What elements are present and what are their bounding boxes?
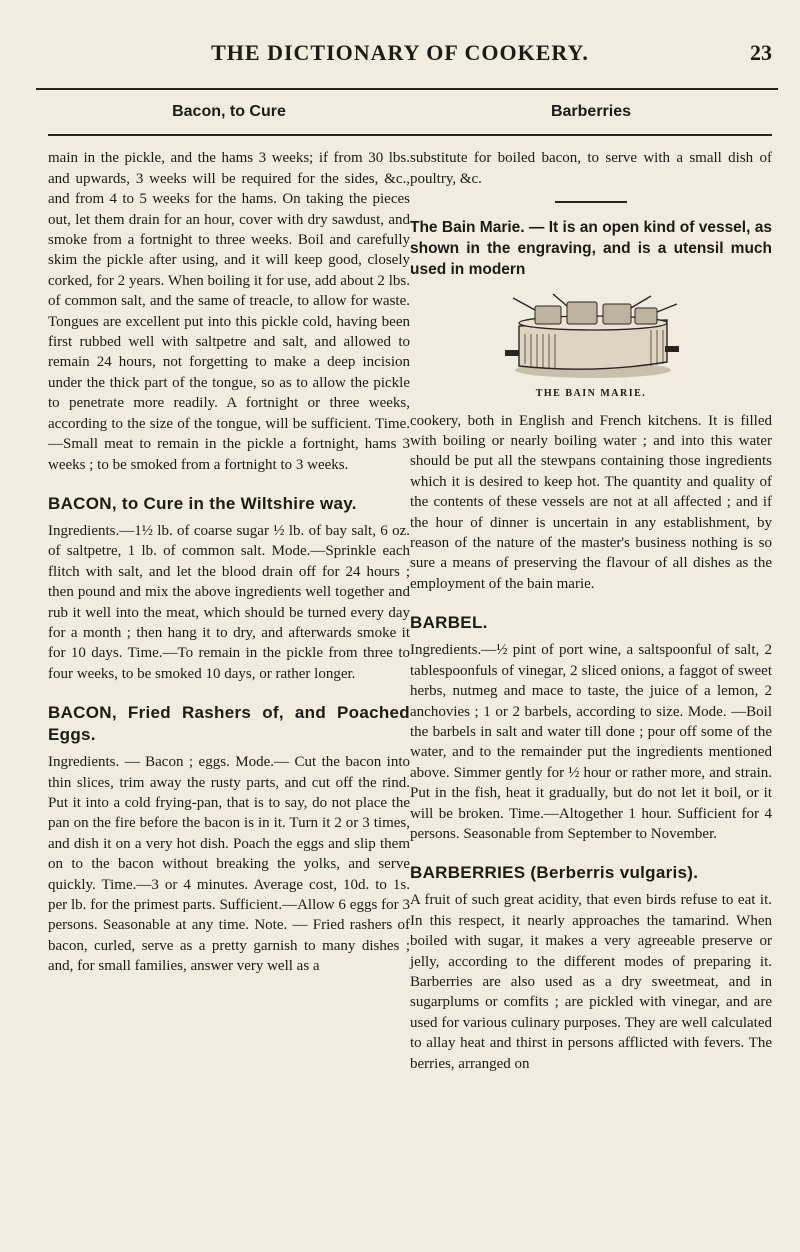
left-running-head: Bacon, to Cure xyxy=(172,103,286,120)
section-divider xyxy=(555,201,627,203)
figure-caption: THE BAIN MARIE. xyxy=(535,388,647,400)
bain-marie-heading: The Bain Marie. — It is an open kind of vessel, as shown in the engraving, and is a utensil much used in modern xyxy=(410,219,772,279)
left-column xyxy=(48,98,410,981)
right-column xyxy=(410,98,772,1078)
bain-marie-engraving xyxy=(410,290,772,382)
bacon-cure-continuation: main in the pickle, and the hams 3 weeks; if from 30 lbs. and upwards, 3 weeks will be required for the sides, &c., and from 4 to 5 weeks for the hams. On taking the pieces out, let them drain for an hour, cover with dry sawdust, and smoke from a fortnight to three weeks. Boil and carefully skim the pickle after using, and it will keep good, closely corked, for 2 years. When boiling it for use, add about 2 lbs. of common salt, and the same of treacle, to allow for waste. Tongues are excellent put into this pickle cold, having been first rubbed well with saltpetre and salt, and allowed to remain 24 hours, not forgetting to make a deep incision under the thick part of the tongue, so as to allow the pickle to penetrate more readily. A fortnight or three weeks, according to the size of the tongue, will be sufficient. Time.—Small meat to remain in the pickle a fortnight, hams 3 weeks ; to be smoked from a fortnight to 3 weeks. xyxy=(48,150,410,473)
left-running-rule xyxy=(48,134,410,136)
wiltshire-heading: BACON, to Cure in the Wiltshire way. xyxy=(48,493,357,513)
barberries-text: A fruit of such great acidity, that even birds refuse to eat it. In this respect, it nearly approaches the tamarind. When boiled with sugar, it makes a very agreeable preserve or jelly, according to the different modes of preparing it. Barberries are also used as a dry sweetmeat, and in sugarplums or comfits ; are pickled with vinegar, and are used for various culinary purposes. They are well calculated to allay heat and thirst in persons afflicted with fevers. The berries, arranged on xyxy=(410,892,772,1072)
page-header xyxy=(0,0,800,65)
bain-marie-text: cookery, both in English and French kitchens. It is filled with boiling or nearly boiling water ; and into this water should be put all the stewpans containing those ingredients which it is desired to keep hot. The quantity and quality of the contents of these vessels are not at all affected ; and if the hour of dinner is uncertain in any establishment, by reason of the nature of the master's business nothing is so sure a means of preserving the flavour of all dishes as the employment of the bain marie. xyxy=(410,412,772,592)
barbel-heading: BARBEL. xyxy=(410,613,488,633)
fried-rashers-text: Ingredients. — Bacon ; eggs. Mode.— Cut the bacon into thin slices, trim away the rusty parts, and cut off the rind. Put it into a cold frying-pan, that is to say, do not place the pan on the fire before the bacon is in it. Turn it 2 or 3 times, and dish it on a very hot dish. Poach the eggs and slip them on to the bacon without breaking the yolks, and serve quickly. Time.—3 or 4 minutes. Average cost, 10d. to 1s. per lb. for the primest parts. Sufficient.—Allow 6 eggs for 3 persons. Seasonable at any time. Note. — Fried rashers of bacon, curled, serve as a pretty garnish to many dishes ; and, for small families, answer very well as a xyxy=(48,754,410,975)
wiltshire-text: Ingredients.—1½ lb. of coarse sugar ½ lb. of bay salt, 6 oz. of saltpetre, 1 lb. of common salt. Mode.—Sprinkle each flitch with salt, and let the blood drain off for 24 hours ; then pound and mix the above ingredients well together and rub it well into the meat, which should be turned every day for a month ; then hang it to dry, and afterwards smoke it for 10 days. Time.—To remain in the pickle from three to four weeks, to be smoked 10 days, or rather longer. xyxy=(48,522,410,682)
page-title: THE DICTIONARY OF COOKERY. xyxy=(211,40,589,65)
fried-rashers-heading: BACON, Fried Rashers of, and Poached Eggs. xyxy=(48,703,410,745)
bain-marie-illustration xyxy=(501,290,681,382)
right-running-head: Barberries xyxy=(550,103,632,120)
right-running-rule xyxy=(410,134,772,136)
barbel-text: Ingredients.—½ pint of port wine, a saltspoonful of salt, 2 tablespoonfuls of vinegar, 2 sliced onions, a faggot of sweet herbs, nutmeg and mace to taste, the juice of a lemon, 2 anchovies ; 1 or 2 barbels, according to size. Mode. —Boil the barbels in salt and water till done ; pour off some of the water, and to the remainder put the ingredients mentioned above. Simmer gently for ½ hour or rather more, and strain. Put in the fish, heat it gradually, but do not let it boil, or it will be broken. Time.—Altogether 1 hour. Sufficient for 4 persons. Seasonable from September to November. xyxy=(410,642,772,842)
page-number: 23 xyxy=(750,40,772,65)
barberries-heading: BARBERRIES (Berberris vulgaris). xyxy=(410,863,699,883)
header-rule xyxy=(36,88,778,90)
bacon-substitute-text: substitute for boiled bacon, to serve with a small dish of poultry, &c. xyxy=(410,150,772,187)
